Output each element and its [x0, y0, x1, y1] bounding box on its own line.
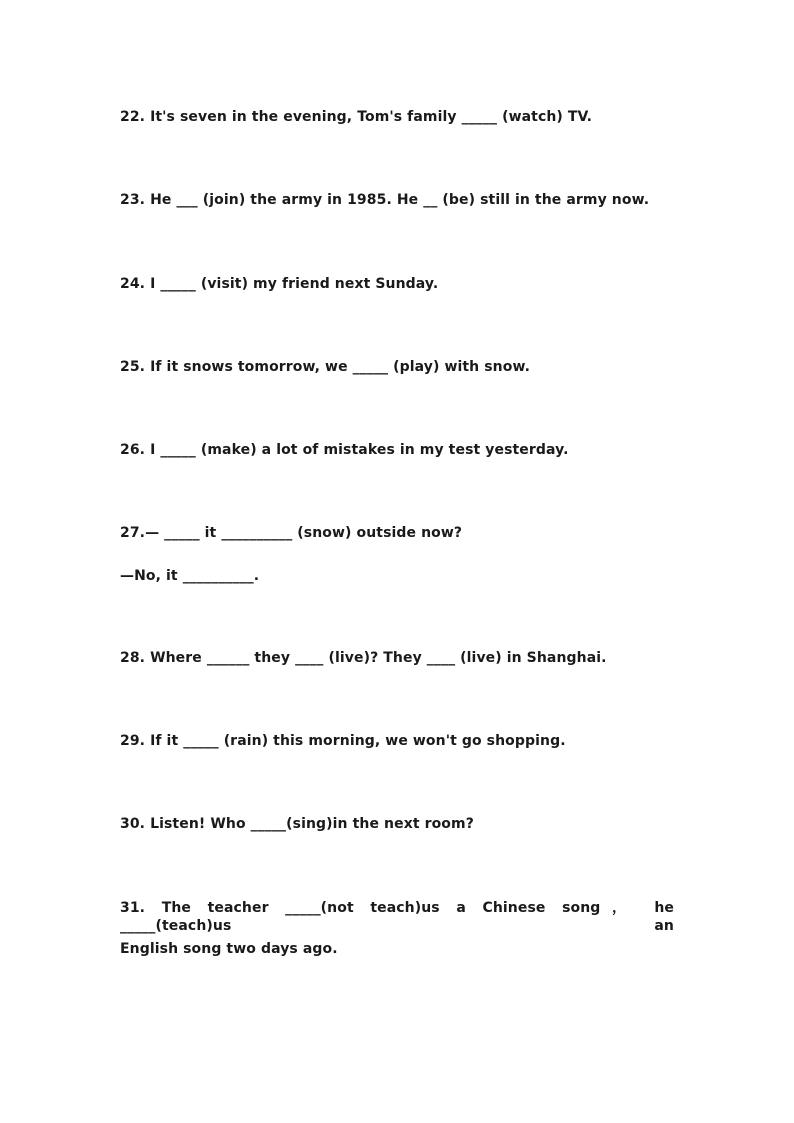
question-29: 29. If it _____ (rain) this morning, we won't go shopping. — [120, 733, 566, 749]
question-27-line-1: 27.— _____ it __________ (snow) outside now? — [120, 525, 463, 541]
question-31-line-2: English song two days ago. — [120, 941, 338, 957]
question-28: 28. Where ______ they ____ (live)? They ____ (live) in Shanghai. — [120, 650, 607, 666]
question-27-line-2: —No, it __________. — [120, 568, 260, 584]
question-22: 22. It's seven in the evening, Tom's family _____ (watch) TV. — [120, 109, 593, 125]
question-26: 26. I _____ (make) a lot of mistakes in my test yesterday. — [120, 442, 569, 458]
question-30: 30. Listen! Who _____(sing)in the next room? — [120, 816, 474, 832]
question-24: 24. I _____ (visit) my friend next Sunday. — [120, 276, 439, 292]
question-31-line-1: 31. The teacher _____(not teach)us a Chinese song， he _____(teach)us an — [120, 900, 674, 934]
question-23: 23. He ___ (join) the army in 1985. He __ (be) still in the army now. — [120, 192, 650, 208]
question-25: 25. If it snows tomorrow, we _____ (play) with snow. — [120, 359, 530, 375]
